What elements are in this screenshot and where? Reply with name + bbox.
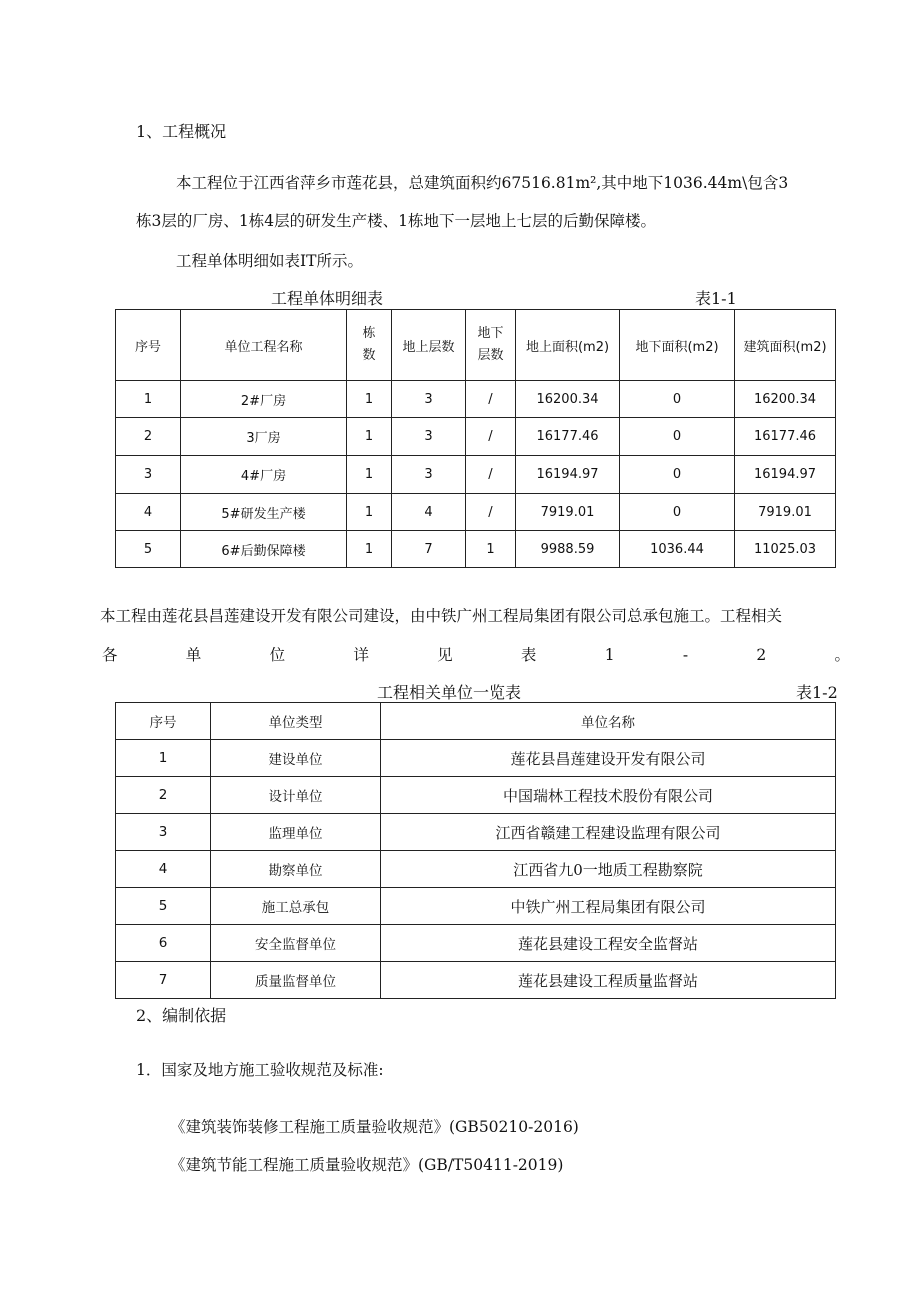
- cell-unit-name: 6#后勤保障楼: [181, 531, 347, 568]
- section-heading-basis: 2、编制依据: [136, 1006, 227, 1025]
- cell-unit-name: 4#厂房: [181, 456, 347, 494]
- cell-total-area: 16194.97: [735, 456, 836, 494]
- table1-number: 表1-1: [695, 289, 737, 308]
- cell-total-area: 11025.03: [735, 531, 836, 568]
- table-row: [116, 962, 836, 999]
- cell-unit-name: 莲花县建设工程安全监督站: [381, 925, 836, 962]
- header-count: [347, 310, 392, 381]
- table2-header-row: [116, 703, 836, 740]
- cell-unit-name: 5#研发生产楼: [181, 494, 347, 531]
- units-paragraph-line1: 本工程由莲花县昌莲建设开发有限公司建设，由中铁广州工程局集团有限公司总承包施工。工程相关: [100, 607, 783, 625]
- cell-unit-type: 设计单位: [211, 777, 381, 814]
- cell-unit-name: 中铁广州工程局集团有限公司: [381, 888, 836, 925]
- cell-total-area: 7919.01: [735, 494, 836, 531]
- spread-char: -: [682, 646, 689, 664]
- spread-char: 1: [604, 646, 615, 664]
- cell-total-area: 16177.46: [735, 418, 836, 456]
- table-row: [116, 925, 836, 962]
- table-row: [116, 418, 836, 456]
- cell-count: 1: [347, 456, 392, 494]
- header-below-area: 地下面积(m2): [620, 310, 735, 381]
- cell-below-floors: /: [466, 381, 516, 418]
- cell-seq: 1: [116, 381, 181, 418]
- header-below-line1: 地下: [477, 326, 504, 341]
- cell-below-floors: 1: [466, 531, 516, 568]
- table2-title: 工程相关单位一览表: [377, 683, 522, 702]
- cell-below-area: 1036.44: [620, 531, 735, 568]
- header-count-line2: 数: [362, 348, 376, 363]
- units-paragraph-line2: [102, 645, 850, 665]
- header-total-area: 建筑面积(m2): [735, 310, 836, 381]
- header-unit-name: 单位工程名称: [181, 310, 347, 381]
- cell-seq: 1: [116, 740, 211, 777]
- table-row: [116, 531, 836, 568]
- related-units-table: [115, 702, 836, 999]
- cell-below-area: 0: [620, 418, 735, 456]
- cell-unit-type: 施工总承包: [211, 888, 381, 925]
- overview-paragraph-line2: 栋3层的厂房、1栋4层的研发生产楼、1栋地下一层地上七层的后勤保障楼。: [136, 212, 656, 230]
- cell-unit-name: 中国瑞林工程技术股份有限公司: [381, 777, 836, 814]
- cell-seq: 7: [116, 962, 211, 999]
- spec-line-2: 《建筑节能工程施工质量验收规范》(GB/T50411-2019): [170, 1156, 564, 1174]
- spread-char: 表: [520, 646, 537, 664]
- cell-seq: 3: [116, 814, 211, 851]
- spread-char: 详: [353, 646, 369, 664]
- cell-above-area: 16177.46: [516, 418, 620, 456]
- spread-char: 2: [756, 646, 767, 664]
- cell-unit-name: 2#厂房: [181, 381, 347, 418]
- header-below-line2: 层数: [477, 348, 504, 363]
- basis-item-1: 1．国家及地方施工验收规范及标准:: [136, 1061, 384, 1079]
- cell-seq: 2: [116, 418, 181, 456]
- table2-number: 表1-2: [796, 683, 838, 702]
- table-row: [116, 740, 836, 777]
- cell-below-floors: /: [466, 456, 516, 494]
- header-count-line1: 栋: [362, 326, 376, 341]
- cell-seq: 2: [116, 777, 211, 814]
- table-reference-paragraph: 工程单体明细如表IT所示。: [176, 252, 363, 270]
- cell-below-area: 0: [620, 494, 735, 531]
- cell-unit-type: 质量监督单位: [211, 962, 381, 999]
- header-below-floors: [466, 310, 516, 381]
- cell-below-floors: /: [466, 418, 516, 456]
- overview-paragraph-line1: 本工程位于江西省萍乡市莲花县，总建筑面积约67516.81m²,其中地下1036.44m\包含3: [176, 174, 789, 192]
- cell-above-area: 16200.34: [516, 381, 620, 418]
- cell-seq: 6: [116, 925, 211, 962]
- spread-char: 各: [102, 646, 118, 664]
- cell-unit-type: 建设单位: [211, 740, 381, 777]
- header-above-area: 地上面积(m2): [516, 310, 620, 381]
- unit-detail-table: [115, 309, 836, 568]
- spec-line-1: 《建筑装饰装修工程施工质量验收规范》(GB50210-2016): [170, 1118, 579, 1136]
- cell-above-floors: 4: [392, 494, 466, 531]
- table-row: [116, 777, 836, 814]
- cell-unit-name: 3厂房: [181, 418, 347, 456]
- table1-title: 工程单体明细表: [271, 289, 384, 308]
- cell-above-floors: 7: [392, 531, 466, 568]
- header-seq: 序号: [116, 310, 181, 381]
- cell-count: 1: [347, 418, 392, 456]
- cell-seq: 4: [116, 494, 181, 531]
- cell-unit-type: 安全监督单位: [211, 925, 381, 962]
- table-row: [116, 888, 836, 925]
- table-row: [116, 456, 836, 494]
- cell-unit-type: 监理单位: [211, 814, 381, 851]
- cell-count: 1: [347, 494, 392, 531]
- cell-below-area: 0: [620, 381, 735, 418]
- header-unit-type: 单位类型: [211, 703, 381, 740]
- cell-unit-name: 江西省赣建工程建设监理有限公司: [381, 814, 836, 851]
- spread-char: 单: [185, 646, 202, 664]
- table-row: [116, 494, 836, 531]
- cell-seq: 5: [116, 888, 211, 925]
- cell-above-floors: 3: [392, 456, 466, 494]
- cell-above-floors: 3: [392, 381, 466, 418]
- table-row: [116, 851, 836, 888]
- cell-count: 1: [347, 381, 392, 418]
- header-seq: 序号: [116, 703, 211, 740]
- cell-above-area: 9988.59: [516, 531, 620, 568]
- cell-unit-name: 莲花县昌莲建设开发有限公司: [381, 740, 836, 777]
- header-above-floors: 地上层数: [392, 310, 466, 381]
- cell-seq: 4: [116, 851, 211, 888]
- section-heading-overview: 1、工程概况: [136, 122, 227, 141]
- spread-char: 见: [437, 646, 453, 664]
- cell-seq: 3: [116, 456, 181, 494]
- cell-above-area: 7919.01: [516, 494, 620, 531]
- cell-total-area: 16200.34: [735, 381, 836, 418]
- cell-unit-type: 勘察单位: [211, 851, 381, 888]
- cell-unit-name: 江西省九0一地质工程勘察院: [381, 851, 836, 888]
- cell-above-floors: 3: [392, 418, 466, 456]
- header-unit-name: 单位名称: [381, 703, 836, 740]
- spread-char: 。: [834, 646, 850, 664]
- table1-header-row: [116, 310, 836, 381]
- cell-above-area: 16194.97: [516, 456, 620, 494]
- cell-seq: 5: [116, 531, 181, 568]
- cell-count: 1: [347, 531, 392, 568]
- table-row: [116, 814, 836, 851]
- cell-below-area: 0: [620, 456, 735, 494]
- cell-below-floors: /: [466, 494, 516, 531]
- table-row: [116, 381, 836, 418]
- cell-unit-name: 莲花县建设工程质量监督站: [381, 962, 836, 999]
- spread-char: 位: [269, 646, 286, 664]
